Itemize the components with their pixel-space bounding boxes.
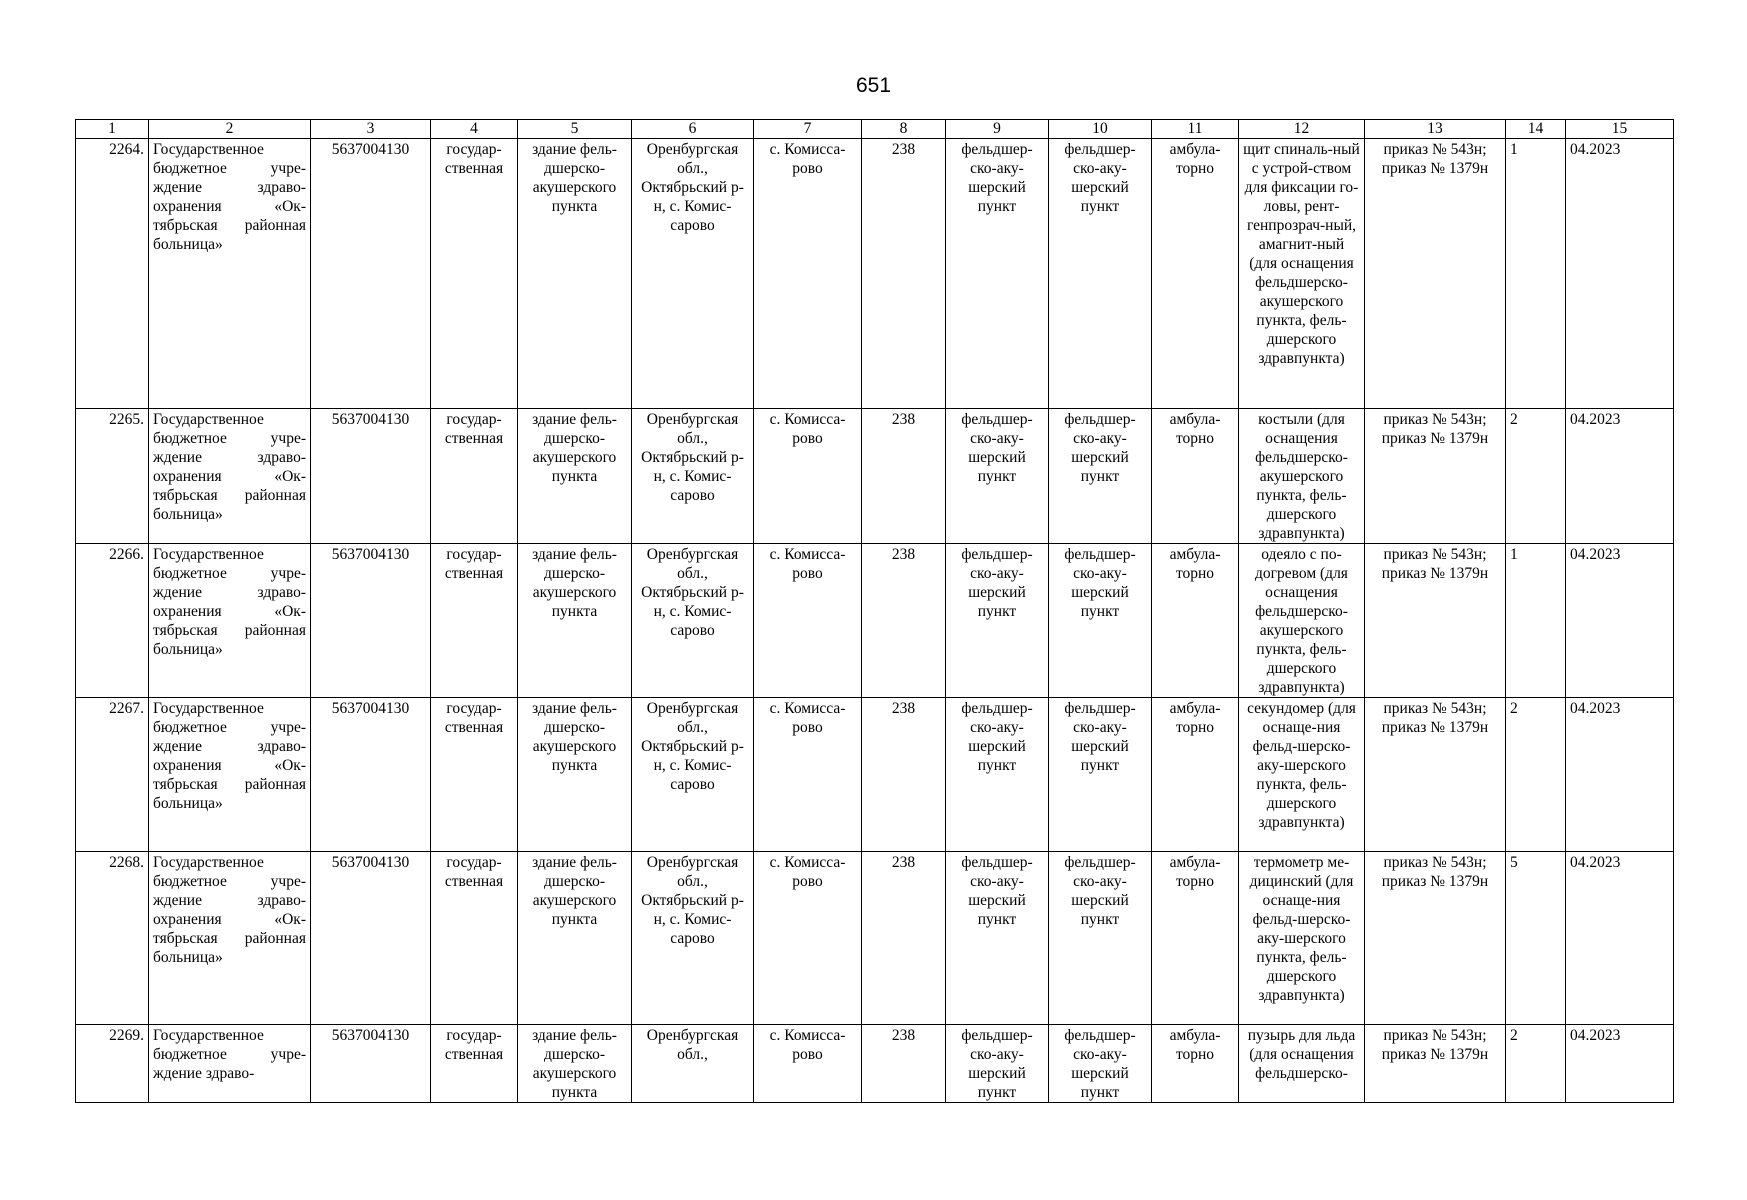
row-number: 2267. [76,698,149,852]
col-header: 8 [862,120,946,139]
inn: 5637004130 [311,698,431,852]
settlement: с. Комисса-рово [754,852,862,1025]
inn: 5637004130 [311,544,431,698]
inn: 5637004130 [311,852,431,1025]
address: Оренбургская обл., Октябрьский р-н, с. Комис-сарово [632,852,754,1025]
unit-type: фельдшер-ско-аку-шерский пункт [946,544,1049,698]
organization: Государственное бюджетное учре-ждение здраво-охранения «Ок-тябрьская районная больница» [149,544,311,698]
settlement: с. Комисса-рово [754,1025,862,1103]
equipment-item: щит спиналь-ный с устрой-ством для фиксации го-ловы, рент-генпрозрач-ный, амагнит-ный (для оснащения фельдшерско-акушерского пункта, фель-дшерского здравпункта) [1239,139,1365,409]
col-header: 5 [518,120,632,139]
order-reference: приказ № 543н; приказ № 1379н [1365,852,1506,1025]
col-header: 11 [1152,120,1239,139]
organization: Государственное бюджетное учре-ждение здраво-охранения «Ок-тябрьская районная больница» [149,139,311,409]
date: 04.2023 [1566,852,1674,1025]
col-header: 4 [431,120,518,139]
care-mode: амбула-торно [1152,139,1239,409]
date: 04.2023 [1566,544,1674,698]
building: здание фель-дшерско-акушерского пункта [518,698,632,852]
equipment-item: костыли (для оснащения фельдшерско-акушерского пункта, фель-дшерского здравпункта) [1239,409,1365,544]
unit-name: фельдшер-ско-аку-шерский пункт [1049,852,1152,1025]
building: здание фель-дшерско-акушерского пункта [518,139,632,409]
equipment-item: термометр ме-дицинский (для оснаще-ния фельд-шерско-аку-шерского пункта, фель-дшерского здравпункта) [1239,852,1365,1025]
order-reference: приказ № 543н; приказ № 1379н [1365,698,1506,852]
code: 238 [862,1025,946,1103]
equipment-item: секундомер (для оснаще-ния фельд-шерско-аку-шерского пункта, фель-дшерского здравпункта) [1239,698,1365,852]
table-row [76,1025,1674,1103]
code: 238 [862,544,946,698]
unit-type: фельдшер-ско-аку-шерский пункт [946,852,1049,1025]
code: 238 [862,698,946,852]
equipment-item: пузырь для льда (для оснащения фельдшерско- [1239,1025,1365,1103]
address: Оренбургская обл., Октябрьский р-н, с. Комис-сарово [632,544,754,698]
unit-name: фельдшер-ско-аку-шерский пункт [1049,139,1152,409]
organization: Государственное бюджетное учре-ждение здраво- [149,1025,311,1103]
col-header: 7 [754,120,862,139]
row-number: 2268. [76,852,149,1025]
unit-name: фельдшер-ско-аку-шерский пункт [1049,698,1152,852]
col-header: 13 [1365,120,1506,139]
unit-type: фельдшер-ско-аку-шерский пункт [946,698,1049,852]
unit-type: фельдшер-ско-аку-шерский пункт [946,1025,1049,1103]
ownership-form: государ-ственная [431,409,518,544]
care-mode: амбула-торно [1152,409,1239,544]
code: 238 [862,139,946,409]
row-number: 2269. [76,1025,149,1103]
column-number-row [76,120,1674,139]
ownership-form: государ-ственная [431,544,518,698]
unit-name: фельдшер-ско-аку-шерский пункт [1049,544,1152,698]
quantity: 1 [1506,139,1566,409]
settlement: с. Комисса-рово [754,544,862,698]
row-number: 2265. [76,409,149,544]
unit-name: фельдшер-ско-аку-шерский пункт [1049,409,1152,544]
table-row [76,698,1674,852]
building: здание фель-дшерско-акушерского пункта [518,852,632,1025]
row-number: 2264. [76,139,149,409]
order-reference: приказ № 543н; приказ № 1379н [1365,409,1506,544]
inn: 5637004130 [311,1025,431,1103]
table-row [76,544,1674,698]
date: 04.2023 [1566,698,1674,852]
col-header: 10 [1049,120,1152,139]
table-row [76,139,1674,409]
care-mode: амбула-торно [1152,698,1239,852]
quantity: 5 [1506,852,1566,1025]
address: Оренбургская обл., [632,1025,754,1103]
building: здание фель-дшерско-акушерского пункта [518,1025,632,1103]
ownership-form: государ-ственная [431,698,518,852]
col-header: 9 [946,120,1049,139]
quantity: 2 [1506,1025,1566,1103]
quantity: 2 [1506,409,1566,544]
order-reference: приказ № 543н; приказ № 1379н [1365,1025,1506,1103]
unit-name: фельдшер-ско-аку-шерский пункт [1049,1025,1152,1103]
address: Оренбургская обл., Октябрьский р-н, с. Комис-сарово [632,409,754,544]
table-row [76,852,1674,1025]
date: 04.2023 [1566,139,1674,409]
building: здание фель-дшерско-акушерского пункта [518,544,632,698]
settlement: с. Комисса-рово [754,139,862,409]
code: 238 [862,409,946,544]
inn: 5637004130 [311,409,431,544]
page-number: 651 [855,74,892,97]
unit-type: фельдшер-ско-аку-шерский пункт [946,409,1049,544]
quantity: 1 [1506,544,1566,698]
address: Оренбургская обл., Октябрьский р-н, с. Комис-сарово [632,698,754,852]
inn: 5637004130 [311,139,431,409]
col-header: 1 [76,120,149,139]
date: 04.2023 [1566,409,1674,544]
unit-type: фельдшер-ско-аку-шерский пункт [946,139,1049,409]
registry-table [75,119,1674,1103]
order-reference: приказ № 543н; приказ № 1379н [1365,544,1506,698]
building: здание фель-дшерско-акушерского пункта [518,409,632,544]
date: 04.2023 [1566,1025,1674,1103]
ownership-form: государ-ственная [431,852,518,1025]
care-mode: амбула-торно [1152,852,1239,1025]
organization: Государственное бюджетное учре-ждение здраво-охранения «Ок-тябрьская районная больница» [149,409,311,544]
ownership-form: государ-ственная [431,1025,518,1103]
col-header: 12 [1239,120,1365,139]
organization: Государственное бюджетное учре-ждение здраво-охранения «Ок-тябрьская районная больница» [149,698,311,852]
col-header: 6 [632,120,754,139]
equipment-item: одеяло с по-догревом (для оснащения фельдшерско-акушерского пункта, фель-дшерского здравпункта) [1239,544,1365,698]
row-number: 2266. [76,544,149,698]
col-header: 15 [1566,120,1674,139]
code: 238 [862,852,946,1025]
order-reference: приказ № 543н; приказ № 1379н [1365,139,1506,409]
care-mode: амбула-торно [1152,1025,1239,1103]
settlement: с. Комисса-рово [754,409,862,544]
care-mode: амбула-торно [1152,544,1239,698]
ownership-form: государ-ственная [431,139,518,409]
col-header: 2 [149,120,311,139]
table-row [76,409,1674,544]
quantity: 2 [1506,698,1566,852]
col-header: 14 [1506,120,1566,139]
address: Оренбургская обл., Октябрьский р-н, с. Комис-сарово [632,139,754,409]
settlement: с. Комисса-рово [754,698,862,852]
organization: Государственное бюджетное учре-ждение здраво-охранения «Ок-тябрьская районная больница» [149,852,311,1025]
col-header: 3 [311,120,431,139]
